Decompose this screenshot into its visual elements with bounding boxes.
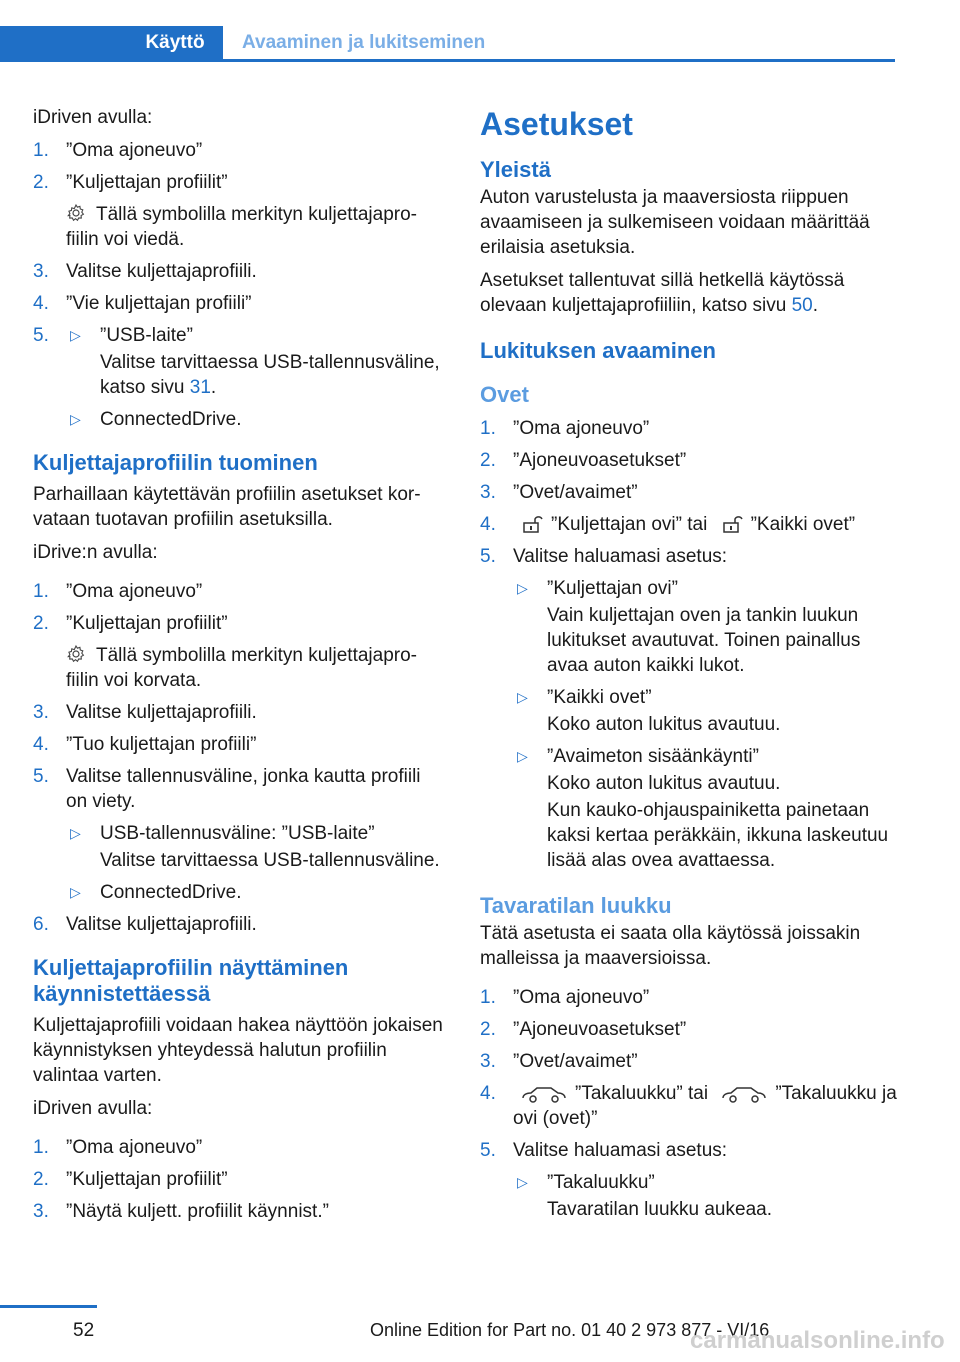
header-rule [127, 59, 895, 62]
car-trunk-icon [721, 1085, 767, 1103]
list-item: 5. Valitse tallennusväline, jonka kautta profiili on viety. [33, 766, 421, 812]
import-text: Parhaillaan käytettävän profiilin asetukset korvataan tuotavan profiilin asetuksilla. [33, 484, 421, 530]
header-bar [0, 26, 127, 59]
left-column [33, 105, 443, 1231]
show-intro: iDriven avulla: [33, 1098, 153, 1119]
list-item: 2. ”Ajoneuvoasetukset” [480, 1019, 687, 1040]
general-heading: Yleistä [480, 157, 551, 182]
list-item: 2. ”Kuljettajan profiilit” [33, 172, 228, 193]
import-intro: iDrive:n avulla: [33, 542, 158, 563]
import-heading: Kuljettajaprofiilin tuominen [33, 450, 318, 475]
import-note: Tällä symbolilla merkityn kuljettajaprofiilin voi korvata. [66, 645, 417, 691]
list-item: 3. Valitse kuljettajaprofiili. [33, 261, 257, 282]
page-header [0, 0, 960, 62]
bullet-triangle-icon: ▷ [517, 689, 528, 705]
export-note: Tällä symbolilla merkityn kuljettajaprofiilin voi viedä. [66, 204, 417, 250]
bullet-triangle-icon: ▷ [70, 825, 81, 841]
list-item: 4. ”Kuljettajan ovi” tai ”Kaikki ovet” [480, 514, 856, 535]
sub-item: ▷ ”Avaimeton sisäänkäynti” [517, 746, 759, 767]
doors-heading: Ovet [480, 382, 529, 407]
list-item: 5. Valitse haluamasi asetus: [480, 1140, 728, 1161]
list-item: 3. ”Ovet/avaimet” [480, 482, 638, 503]
bullet-triangle-icon: ▷ [70, 411, 81, 427]
bullet-triangle-icon: ▷ [517, 1174, 528, 1190]
header-rule-left [0, 59, 127, 62]
list-item: 6. Valitse kuljettajaprofiili. [33, 914, 257, 935]
list-item: 4. ”Tuo kuljettajan profiili” [33, 734, 257, 755]
general-text-2: Asetukset tallentuvat sillä hetkellä käytössä olevaan kuljettajaprofiiliin, katso sivu 50. [480, 270, 845, 316]
list-item: 1. ”Oma ajoneuvo” [33, 140, 203, 161]
list-item: 1. ”Oma ajoneuvo” [480, 418, 650, 439]
sub-item: ▷ ConnectedDrive. [70, 409, 242, 430]
sub-item: ▷ ”Kuljettajan ovi” [517, 578, 678, 599]
page-link[interactable]: 31 [189, 377, 211, 398]
unlock-heading: Lukituksen avaaminen [480, 338, 716, 363]
list-item: 4. ”Vie kuljettajan profiili” [33, 293, 252, 314]
bullet-triangle-icon: ▷ [517, 748, 528, 764]
list-item: 3. Valitse kuljettajaprofiili. [33, 702, 257, 723]
sub-note: Vain kuljettajan oven ja tankin luukun lukitukset avautuvat. Toinen painallus avaa auton kaikki lukot. [547, 605, 861, 676]
sub-item: ▷ ConnectedDrive. [70, 882, 242, 903]
bullet-triangle-icon: ▷ [70, 884, 81, 900]
sub-item: ▷ ”Kaikki ovet” [517, 687, 652, 708]
list-item: 2. ”Kuljettajan profiilit” [33, 1169, 228, 1190]
page-title: Asetukset [480, 106, 633, 142]
bullet-triangle-icon: ▷ [70, 327, 81, 343]
show-text: Kuljettajaprofiili voidaan hakea näyttöön jokaisen käynnistyksen yhteydessä halutun profiilin valintaa varten. [33, 1015, 443, 1086]
header-section: Käyttö [127, 26, 223, 59]
sub-note: Koko auton lukitus avautuu. [547, 714, 781, 735]
trunk-heading: Tavaratilan luukku [480, 893, 672, 918]
sub-item: ▷ USB-tallennusväline: ”USB-laite” [70, 823, 375, 844]
watermark: carmanualsonline.info [690, 1327, 945, 1354]
list-item: 3. ”Näytä kuljett. profiilit käynnist.” [33, 1201, 329, 1222]
gear-icon [66, 644, 86, 664]
list-item: 3. ”Ovet/avaimet” [480, 1051, 638, 1072]
sub-note: Tavaratilan luukku aukeaa. [547, 1199, 772, 1220]
intro: iDriven avulla: [33, 107, 153, 128]
footer-rule [0, 1305, 97, 1308]
list-item: 5. ▷ ”USB-laite” [33, 325, 193, 346]
sub-note: Valitse tarvittaessa USB-tallennusväline. [100, 850, 440, 871]
edition-note: Online Edition for Part no. 01 40 2 973 877 - VI/16 [370, 1320, 770, 1340]
list-item: 4. ”Takaluukku” tai ”Takaluukku ja ovi (ovet)” [480, 1083, 897, 1129]
list-item: 2. ”Kuljettajan profiilit” [33, 613, 228, 634]
list-item: 2. ”Ajoneuvoasetukset” [480, 450, 687, 471]
unlock-icon [721, 514, 743, 534]
header-title: Avaaminen ja lukitseminen [242, 32, 486, 53]
unlock-icon [521, 514, 543, 534]
list-item: 5. Valitse haluamasi asetus: [480, 546, 728, 567]
car-trunk-icon [521, 1085, 567, 1103]
list-item: 1. ”Oma ajoneuvo” [33, 581, 203, 602]
right-column [480, 105, 898, 1229]
usb-note: Valitse tarvittaessa USB-tallennusväline, katso sivu 31. [100, 352, 440, 398]
show-heading: Kuljettajaprofiilin näyttäminen käynnistettäessä [33, 955, 349, 1006]
list-item: 1. ”Oma ajoneuvo” [480, 987, 650, 1008]
gear-icon [66, 203, 86, 223]
sub-note: Kun kauko-ohjauspainiketta painetaan kaksi kertaa peräkkäin, ikkuna laskeutuu lisää alas ovea avattaessa. [547, 800, 889, 871]
sub-item: ▷ ”Takaluukku” [517, 1172, 655, 1193]
list-item: 1. ”Oma ajoneuvo” [33, 1137, 203, 1158]
sub-note: Koko auton lukitus avautuu. [547, 773, 781, 794]
bullet-triangle-icon: ▷ [517, 580, 528, 596]
general-text: Auton varustelusta ja maaversiosta riippuen avaamiseen ja sulkemiseen voidaan määrittää erilaisia asetuksia. [480, 187, 870, 258]
page-link[interactable]: 50 [791, 295, 813, 316]
trunk-text: Tätä asetusta ei saata olla käytössä joissakin malleissa ja maaversioissa. [480, 923, 861, 969]
page-number: 52 [73, 1320, 95, 1341]
